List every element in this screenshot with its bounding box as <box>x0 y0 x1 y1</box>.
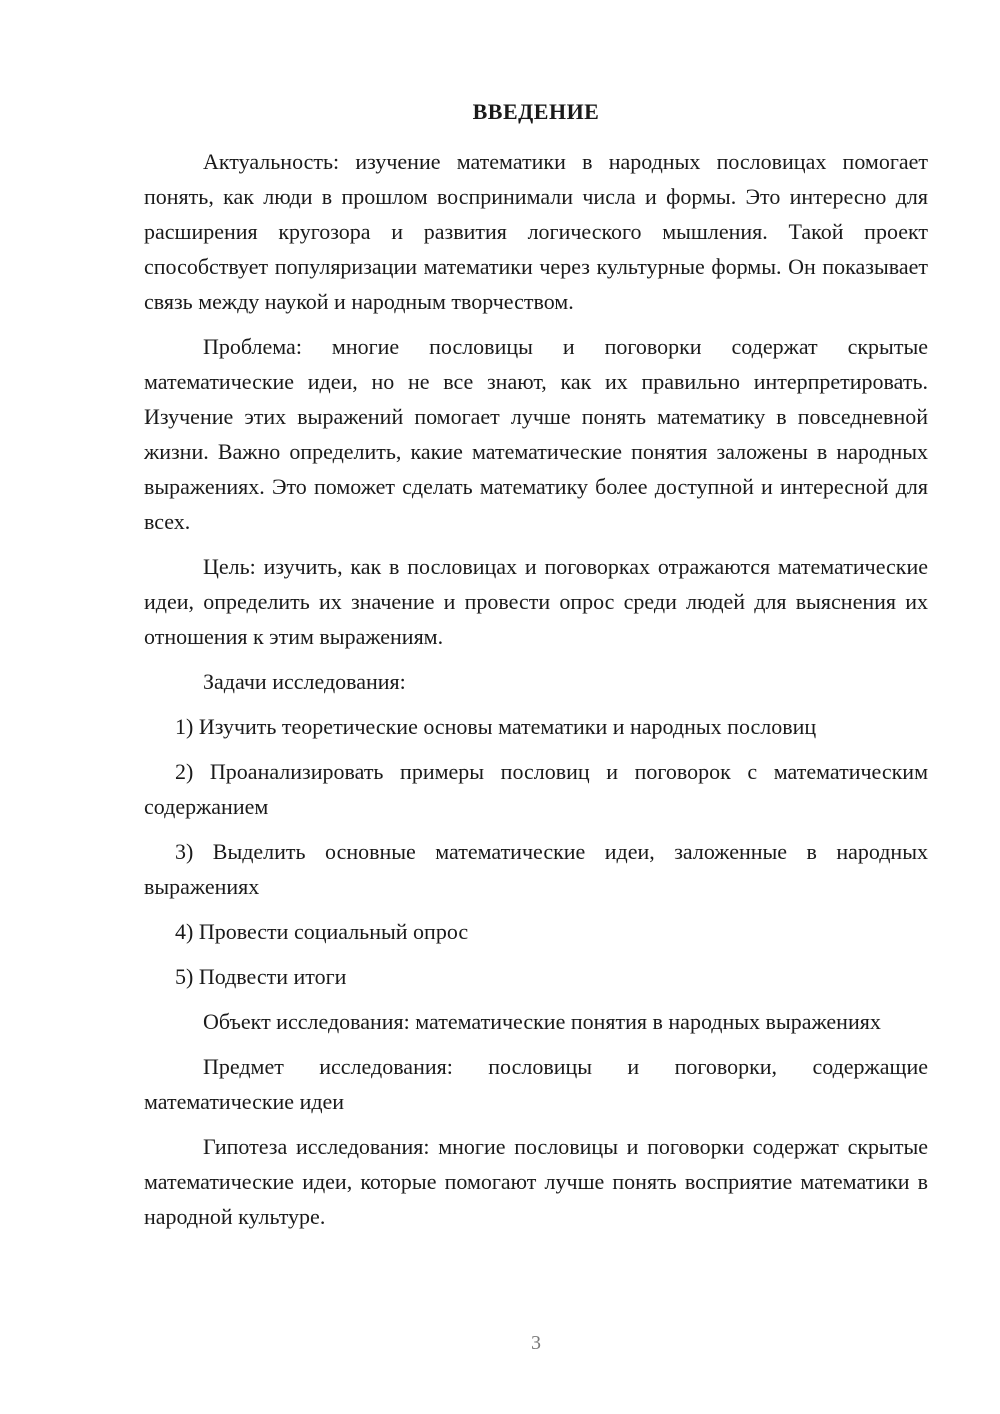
task-item: 5) Подвести итоги <box>175 964 347 989</box>
page-content <box>144 96 928 1244</box>
tasks-list <box>144 709 928 994</box>
problem-paragraph: Проблема: многие пословицы и поговорки содержат скрытые математические идеи, но не все знают, как их правильно интерпретировать. Изучение этих выражений помогает лучше понять математику в повседневной жизни. Важно определить, какие математические понятия заложены в народных выражениях. Это поможет сделать математику более доступной и интересной для всех. <box>144 334 928 534</box>
page-title: ВВЕДЕНИЕ <box>472 99 600 124</box>
goal-paragraph: Цель: изучить, как в пословицах и поговорках отражаются математические идеи, определить их значение и провести опрос среди людей для выяснения их отношения к этим выражениям. <box>144 554 928 649</box>
hypothesis-paragraph: Гипотеза исследования: многие пословицы и поговорки содержат скрытые математические идеи, которые помогают лучше понять восприятие математики в народной культуре. <box>144 1134 928 1229</box>
relevance-paragraph: Актуальность: изучение математики в народных пословицах помогает понять, как люди в прошлом воспринимали числа и формы. Это интересно для расширения кругозора и развития логического мышления. Такой проект способствует популяризации математики через культурные формы. Он показывает связь между наукой и народным творчеством. <box>144 149 928 314</box>
page-number: 3 <box>531 1332 541 1354</box>
object-paragraph: Объект исследования: математические понятия в народных выражениях <box>203 1009 881 1034</box>
task-item: 4) Провести социальный опрос <box>175 919 469 944</box>
task-item: 1) Изучить теоретические основы математики и народных пословиц <box>175 714 817 739</box>
task-item: 2) Проанализировать примеры пословиц и поговорок с математическим содержанием <box>144 759 928 819</box>
subject-paragraph: Предмет исследования: пословицы и поговорки, содержащие математические идеи <box>144 1054 928 1114</box>
task-item: 3) Выделить основные математические идеи, заложенные в народных выражениях <box>144 839 928 899</box>
tasks-heading: Задачи исследования: <box>203 669 406 694</box>
